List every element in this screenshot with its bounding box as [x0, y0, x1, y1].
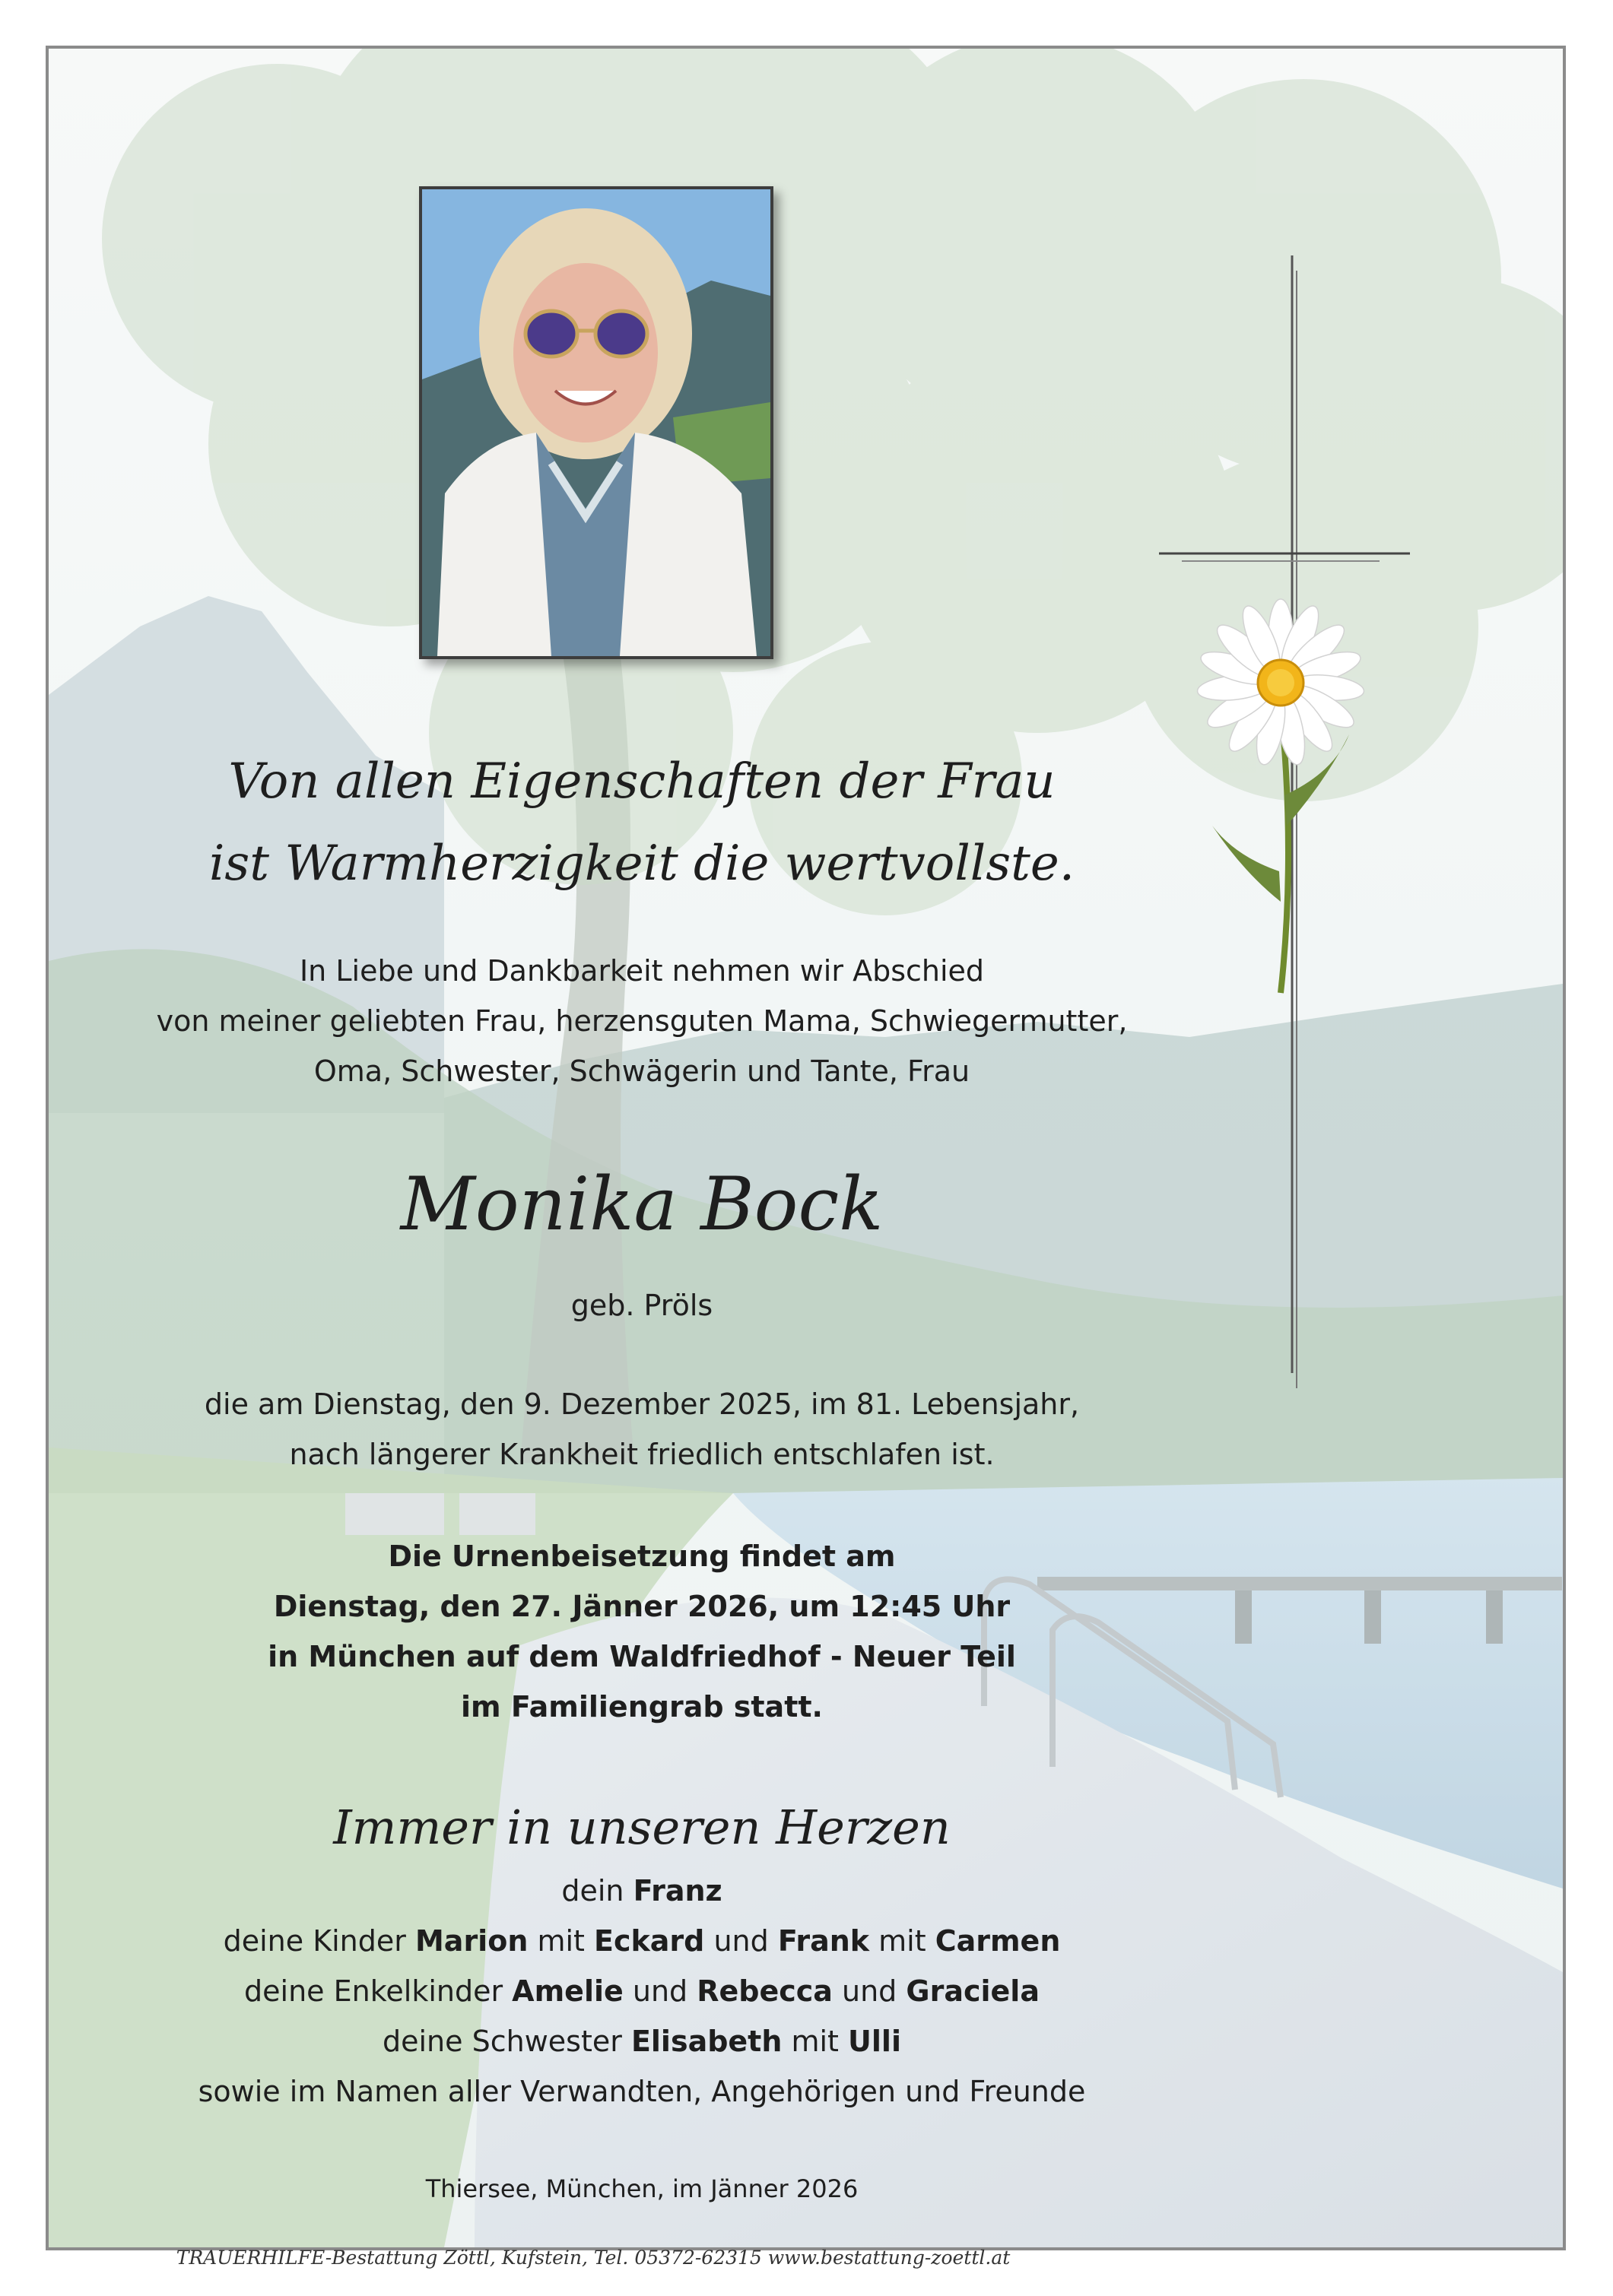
burial-line-3: in München auf dem Waldfriedhof - Neuer Teil: [268, 1640, 1016, 1673]
death-line-1: die am Dienstag, den 9. Dezember 2025, im 81. Lebensjahr,: [204, 1387, 1080, 1421]
death-line-2: nach längerer Krankheit friedlich entschlafen ist.: [289, 1438, 995, 1471]
mourner-line: dein Franz: [561, 1874, 722, 1908]
mourner-line: sowie im Namen aller Verwandten, Angehörigen und Freunde: [198, 2075, 1086, 2108]
maiden-name: geb. Pröls: [570, 1289, 713, 1322]
burial-line-2: Dienstag, den 27. Jänner 2026, um 12:45 Uhr: [273, 1590, 1011, 1623]
closing-line: Immer in unseren Herzen: [333, 1800, 951, 1855]
mourner-line: deine Schwester Elisabeth mit Ulli: [383, 2025, 901, 2058]
motto: [110, 740, 1174, 905]
intro-line-3: Oma, Schwester, Schwägerin und Tante, Frau: [313, 1054, 970, 1088]
funeral-home-footer: TRAUERHILFE-Bestattung Zöttl, Kufstein, Tel. 05372-62315 www.bestattung-zoettl.at: [176, 2247, 1011, 2269]
burial-line-1: Die Urnenbeisetzung findet am: [388, 1540, 896, 1573]
death-notice: [110, 1379, 1174, 1479]
mourner-line: deine Enkelkinder Amelie und Rebecca und Graciela: [244, 1974, 1040, 2008]
content: [49, 49, 1563, 2247]
motto-line-1: Von allen Eigenschaften der Frau: [228, 753, 1056, 810]
motto-line-2: ist Warmherzigkeit die wertvollste.: [208, 836, 1075, 892]
intro-line-2: von meiner geliebten Frau, herzensguten Mama, Schwiegermutter,: [156, 1004, 1128, 1038]
burial-info: [110, 1531, 1174, 1732]
obituary-card: [46, 46, 1566, 2250]
deceased-name: Monika Bock: [400, 1162, 884, 1247]
place-date: Thiersee, München, im Jänner 2026: [425, 2174, 859, 2203]
burial-line-4: im Familiengrab statt.: [461, 1690, 823, 1724]
mourner-line: deine Kinder Marion mit Eckard und Frank mit Carmen: [223, 1924, 1061, 1958]
intro-text: [110, 946, 1174, 1096]
portrait-image: [422, 189, 770, 656]
intro-line-1: In Liebe und Dankbarkeit nehmen wir Abschied: [299, 954, 985, 988]
mourners-list: [110, 1866, 1174, 2117]
daisy-icon: [1196, 599, 1365, 767]
portrait-photo: [419, 186, 773, 659]
